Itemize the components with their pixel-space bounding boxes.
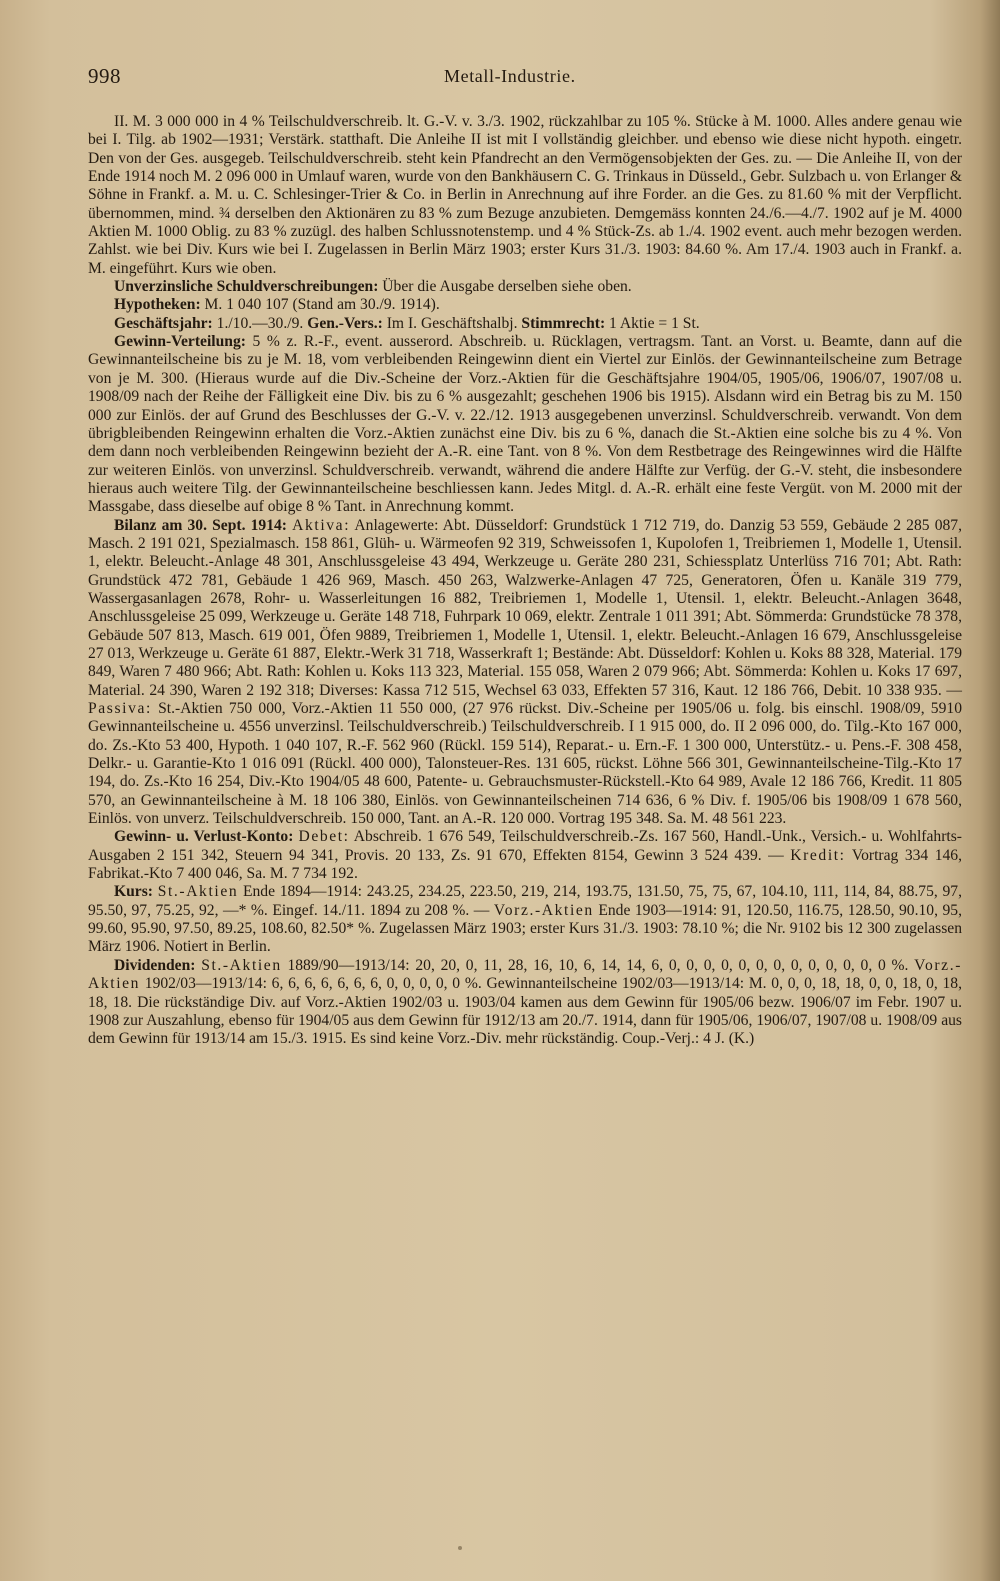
paragraph-gewinn-verteilung [88, 333, 962, 516]
debet-text: Abschreib. 1 676 549, Teilschuldverschreib.-Zs. 167 560, Handl.-Unk., Versich.- u. Wohlfahrts-Ausgaben 2 151 342, Steuern 94 341, Provis. 20 133, Zs. 91 670, Effekten 8154, Gewinn 3 524 439. — [88, 828, 963, 864]
paragraph-hypotheken [88, 296, 962, 314]
geschaeftsjahr-label: Geschäftsjahr: [114, 314, 213, 332]
stimmrecht-label: Stimmrecht: [521, 314, 606, 332]
paragraph-anleihe-ii [88, 113, 962, 278]
unverzinsliche-label: Unverzinsliche Schuldverschreibungen: [114, 278, 379, 296]
aktiva-label: Aktiva: [292, 516, 351, 534]
gewinn-verlust-label: Gewinn- u. Verlust-Konto: [114, 828, 294, 846]
hypotheken-label: Hypotheken: [114, 296, 201, 314]
paragraph-kurs [88, 883, 962, 956]
kurs-vorz-aktien-label: Vorz.-Aktien [493, 901, 594, 919]
dividenden-label: Dividenden: [114, 956, 196, 974]
bilanz-label: Bilanz am 30. Sept. 1914: [114, 516, 288, 534]
kurs-st-aktien-label: St.-Aktien [157, 883, 239, 901]
paragraph-dividenden [88, 957, 962, 1049]
page-body [88, 113, 962, 1049]
passiva-text: St.-Aktien 750 000, Vorz.-Aktien 11 550 000, (27 976 rückst. Div.-Scheine per 1905/06 u. folg. bis einschl. 1908/09, 5910 Gewinnanteilscheine u. 4556 unverzinsl. Teilschuldverschreib.) Teilschuldverschreib. I 1 915 000, do. II 2 096 000, do. Tilg.-Kto 167 000, do. Zs.-Kto 53 400, Hypoth. 1 040 107, R.-F. 562 960 (Rückl. 159 514), Reparat.- u. Ern.-F. 1 300 000, Unterstütz.- u. Pens.-F. 308 458, Delkr.- u. Garantie-Kto 1 016 091 (Rückl. 400 000), Talonsteuer-Res. 131 605, rückst. Löhne 566 301, Gewinnanteilscheine-Tilg.-Kto 17 194, do. Zs.-Kto 16 254, Div.-Kto 1904/05 48 600, Patente- u. Gebrauchsmuster-Rückstell.-Kto 64 989, Avale 12 186 766, Kredit. 11 805 570, an Gewinnanteilscheine à M. 18 106 380, Einlös. von Gewinnanteilscheinen 714 636, 6 % Div. f. 1905/06 bis 1908/09 1 678 560, Einlös. von unverz. Teilschuldverschreib. 150 000, Tant. an A.-R. 120 000. Vortrag 195 348. Sa. M. 48 561 223. [88, 700, 962, 828]
kurs-vorz-aktien-text: Ende 1903—1914: 91, 120.50, 116.75, 128.50, 90.10, 95, 99.60, 95.90, 97.50, 89.25, 108.60, 82.50* %. Zugelassen März 1903; erster Kurs 31./3. 1903: 78.10 %; die Nr. 9102 bis 12 300 zugelassen März 1906. Notiert in Berlin. [88, 901, 962, 956]
gen-vers-text: Im I. Geschäftshalbj. [382, 314, 522, 332]
gewinn-verteilung-text: 5 % z. R.-F., event. ausserord. Abschreib. u. Rücklagen, vertragsm. Tant. an Vorst. u. Beamte, dann auf die Gewinnanteilscheine bis zu je M. 18, vom verbleibenden Reingewinn dient ein Viertel zur Einlös. der Gewinnanteilscheine zum Betrage von je M. 300. (Hieraus wurde auf die Div.-Scheine der Vorz.-Aktien für die Geschäftsjahre 1904/05, 1905/06, 1906/07, 1907/08 u. 1908/09 nach der Reihe der Fälligkeit eine Div. bis zu 6 % ausgezahlt; geschehen 1906 bis 1915). Alsdann wird ein Betrag bis zu M. 150 000 zur Einlös. der auf Grund des Beschlusses der G.-V. v. 22./12. 1913 ausgegebenen unverzinsl. Schuldverschreib. verwandt. Von dem übrigbleibenden Reingewinn erhalten die Vorz.-Aktien zunächst eine Div. bis zu 6 %, danach die St.-Aktien eine solche bis zu 4 %. Von dem dann noch verbleibenden Reingewinn bezieht der A.-R. eine Tant. von 8 %. Von dem Restbetrage des Reingewinnes wird die Hälfte zur weiteren Einlös. von unverzinsl. Schuldverschreib. verwandt, während die andere Hälfte zur Verfüg. der G.-V. steht, die insbesondere hieraus auch weitere Tilg. der Gewinnanteilscheine beschliessen kann. Jedes Mitgl. d. A.-R. erhält eine feste Vergüt. von M. 2000 mit der Massgabe, dass dieselbe auf obige 8 % Tant. in Anrechnung kommt. [88, 333, 962, 516]
running-title: Metall-Industrie. [444, 66, 576, 86]
paragraph-bilanz [88, 517, 962, 829]
page-header [88, 64, 960, 92]
dividenden-vorz-aktien-text: 1902/03—1913/14: 6, 6, 6, 6, 6, 6, 6, 0, 0, 0, 0, 0 %. Gewinnanteilscheine 1902/03—1913/14: M. 0, 0, 0, 18, 18, 0, 0, 18, 0, 18, 18, 18. Die rückständige Div. auf Vorz.-Aktien 1902/03 u. 1903/04 kamen aus dem Gewinn für 1905/06 bezw. 1906/07 im Febr. 1907 u. 1908 zur Auszahlung, ebenso für 1904/05 aus dem Gewinn für 1912/13 am 20./7. 1914, dann für 1905/06, 1906/07, 1907/08 u. 1908/09 aus dem Gewinn für 1913/14 am 15./3. 1915. Es sind keine Vorz.-Div. mehr rückständig. Coup.-Verj.: 4 J. (K.) [88, 975, 962, 1048]
paragraph-unverzinsliche [88, 278, 962, 296]
kurs-label: Kurs: [114, 883, 153, 901]
dividenden-st-aktien-text: 1889/90—1913/14: 20, 20, 0, 11, 28, 16, 10, 6, 14, 14, 6, 0, 0, 0, 0, 0, 0, 0, 0, 0, 0, 0, 0, 0 %. [281, 956, 915, 974]
stimmrecht-text: 1 Aktie = 1 St. [605, 314, 700, 332]
debet-label: Debet: [298, 828, 350, 846]
kurs-st-aktien-text: Ende 1894—1914: 243.25, 234.25, 223.50, 219, 214, 193.75, 131.50, 75, 75, 67, 104.10, 111, 114, 84, 88.75, 97, 95.50, 97, 75.25, 92, —* %. Eingef. 14./11. 1894 zu 208 %. — [88, 883, 962, 919]
dividenden-vorz-aktien-label: Vorz.-Aktien [88, 956, 962, 993]
geschaeftsjahr-text: 1./10.—30./9. [212, 314, 308, 332]
kredit-text: Vortrag 334 146, Fabrikat.-Kto 7 400 046, Sa. M. 7 734 192. [88, 846, 962, 883]
anleihe-ii-text: II. M. 3 000 000 in 4 % Teilschuldverschreib. lt. G.-V. v. 3./3. 1902, rückzahlbar zu 105 %. Stücke à M. 1000. Alles andere genau wie bei I. Tilg. ab 1902—1931; Verstärk. statthaft. Die Anleihe II ist mit I vollständig gleichber. und ebenso wie diese nicht hypoth. eingetr. Den von der Ges. ausgegeb. Teilschuldverschreib. steht kein Pfandrecht an den Vermögensobjekten der Ges. zu. — Die Anleihe II, von der Ende 1914 noch M. 2 096 000 in Umlauf waren, wurde von den Bankhäusern C. G. Trinkaus in Düsseld., Gebr. Sulzbach u. von Erlanger & Söhne in Frankf. a. M. u. C. Schlesinger-Trier & Co. in Berlin in Anrechnung auf ihre Forder. an die Ges. zu 81.60 % mit der Verpflicht. übernommen, mind. ¾ derselben den Aktionären zu 83 % zum Bezuge anzubieten. Demgemäss konnten 24./6.—4./7. 1902 auf je M. 4000 Aktien M. 1000 Oblig. zu 83 % zuzügl. des halben Schlussnotenstemp. und 4 % Stück-Zs. ab 1./4. 1902 event. auch mehr bezogen werden. Zahlst. wie bei Div. Kurs wie bei I. Zugelassen in Berlin März 1903; erster Kurs 31./3. 1903: 84.60 %. Am 17./4. 1903 auch in Frankf. a. M. eingeführt. Kurs wie oben. [88, 113, 962, 277]
dividenden-st-aktien-label: St.-Aktien [201, 956, 282, 974]
passiva-label: Passiva: [88, 700, 152, 717]
page-number: 998 [88, 64, 121, 88]
hypotheken-text: M. 1 040 107 (Stand am 30./9. 1914). [200, 296, 440, 314]
unverzinsliche-text: Über die Ausgabe derselben siehe oben. [378, 278, 632, 296]
kredit-label: Kredit: [790, 846, 846, 864]
paper-speck [458, 1546, 462, 1550]
gewinn-verteilung-label: Gewinn-Verteilung: [114, 333, 246, 351]
aktiva-text: Anlagewerte: Abt. Düsseldorf: Grundstück 1 712 719, do. Danzig 53 559, Gebäude 2 285 087, Masch. 2 191 021, Spezialmasch. 158 861, Glüh- u. Wärmeofen 92 319, Schweissofen 1, Kupolofen 1, Treibriemen 1, Modelle 1, Utensil. 1, elektr. Beleucht.-Anlage 48 301, Anschlussgeleise 43 494, Werkzeuge u. Geräte 280 231, Schiessplatz Unterlüss 716 701; Abt. Rath: Grundstück 472 781, Gebäude 1 426 969, Masch. 450 263, Walzwerke-Anlagen 47 725, Generatoren, Öfen u. Kanäle 319 779, Wassergasanlagen 2678, Rohr- u. Wasserleitungen 16 882, Treibriemen 1, Modelle 1, Utensil. 1, elektr. Beleucht.-Anlagen 3648, Anschlussgeleise 25 099, Werkzeuge u. Geräte 148 718, Fuhrpark 10 069, elektr. Zentrale 1 011 391; Abt. Sömmerda: Grundstücke 78 378, Gebäude 507 813, Masch. 619 001, Öfen 9889, Treibriemen 1, Modelle 1, Utensil. 1, elektr. Beleucht.-Anlagen 16 679, Anschlussgeleise 27 013, Werkzeuge u. Geräte 61 887, Elektr.-Werk 31 718, Wasserkraft 1; Bestände: Abt. Düsseldorf: Kohlen u. Koks 88 328, Material. 179 849, Waren 7 480 966; Abt. Rath: Kohlen u. Koks 113 323, Material. 155 058, Waren 2 079 966; Abt. Sömmerda: Kohlen u. Koks 17 697, Material. 24 390, Waren 2 192 318; Diverses: Kassa 712 515, Wechsel 63 033, Effekten 57 316, Kaut. 12 186 766, Debit. 10 338 935. — [88, 516, 962, 699]
gen-vers-label: Gen.-Vers.: [307, 314, 383, 332]
paragraph-geschaeftsjahr [88, 315, 962, 333]
paragraph-gewinn-verlust [88, 828, 962, 883]
